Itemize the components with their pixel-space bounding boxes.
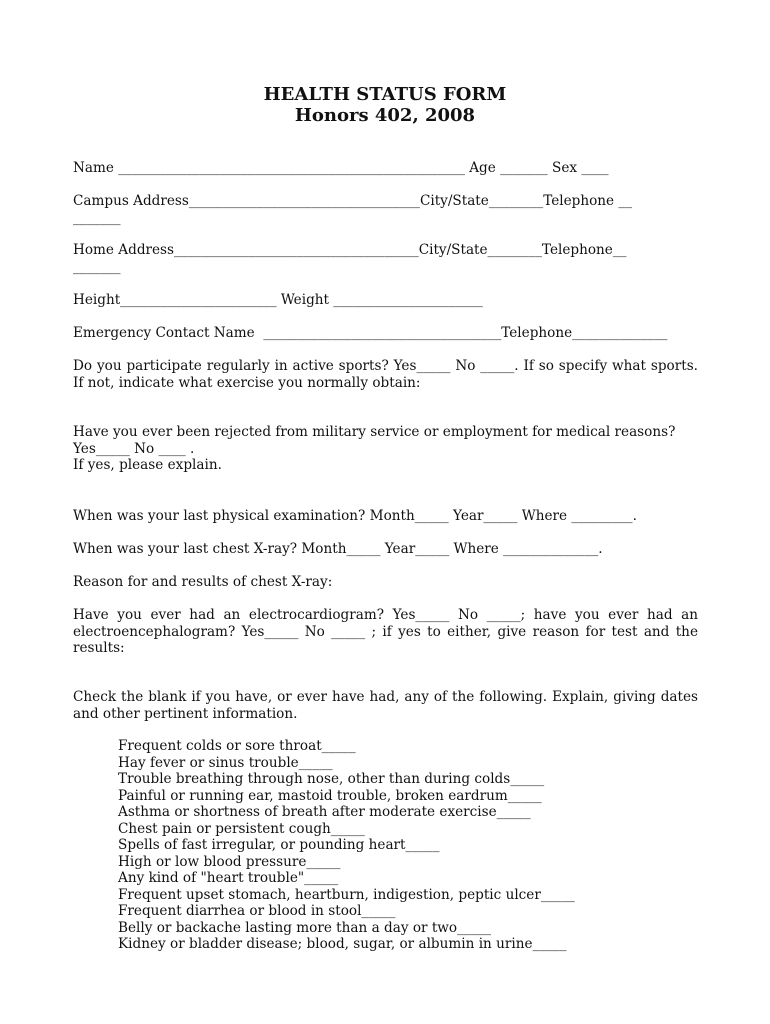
conditions-list xyxy=(118,738,575,953)
home-telephone-continuation[interactable]: _______ xyxy=(73,259,121,275)
form-header xyxy=(0,84,770,126)
list-item[interactable]: High or low blood pressure_____ xyxy=(118,853,341,870)
military-question: Have you ever been rejected from military service or employment for medical reasons? xyxy=(73,424,676,440)
name-age-sex-line[interactable]: Name ___________________________________________________ Age _______ Sex ____ xyxy=(73,160,609,176)
height-weight-line[interactable]: Height_______________________ Weight ______________________ xyxy=(73,292,483,308)
form-subtitle: Honors 402, 2008 xyxy=(294,105,476,126)
form-title: HEALTH STATUS FORM xyxy=(263,84,507,105)
list-item[interactable]: Asthma or shortness of breath after moderate exercise_____ xyxy=(118,804,531,820)
physical-exam-question[interactable]: When was your last physical examination? Month_____ Year_____ Where _________. xyxy=(73,508,637,524)
list-item[interactable]: Hay fever or sinus trouble_____ xyxy=(118,754,333,771)
list-item[interactable]: Spells of fast irregular, or pounding heart_____ xyxy=(118,837,440,853)
xray-reason-question: Reason for and results of chest X-ray: xyxy=(73,574,333,590)
home-address-line[interactable]: Home Address____________________________________City/State________Telephone__ xyxy=(73,242,627,258)
list-item[interactable]: Frequent diarrhea or blood in stool_____ xyxy=(118,903,396,919)
sports-question: Do you participate regularly in active sports? Yes_____ No _____. If so specify what sports. If not, indicate what exercise you normally obtain: xyxy=(73,358,698,391)
emergency-contact-line[interactable]: Emergency Contact Name ___________________________________Telephone______________ xyxy=(73,325,668,341)
list-item[interactable]: Kidney or bladder disease; blood, sugar, or albumin in urine_____ xyxy=(118,936,567,952)
campus-telephone-continuation[interactable]: _______ xyxy=(73,210,121,226)
list-item[interactable]: Frequent upset stomach, heartburn, indigestion, peptic ulcer_____ xyxy=(118,886,575,903)
military-yes-no[interactable]: Yes_____ No ____ . xyxy=(73,441,195,457)
list-item[interactable]: Chest pain or persistent cough_____ xyxy=(118,820,365,837)
list-item[interactable]: Belly or backache lasting more than a day or two_____ xyxy=(118,919,492,936)
list-item[interactable]: Frequent colds or sore throat_____ xyxy=(118,738,356,754)
list-item[interactable]: Any kind of "heart trouble"_____ xyxy=(118,870,339,886)
military-explain: If yes, please explain. xyxy=(73,457,222,473)
list-item[interactable]: Trouble breathing through nose, other than during colds_____ xyxy=(118,771,545,787)
list-item[interactable]: Painful or running ear, mastoid trouble, broken eardrum_____ xyxy=(118,787,542,804)
campus-address-line[interactable]: Campus Address__________________________________City/State________Telephone __ xyxy=(73,193,632,209)
ecg-eeg-question: Have you ever had an electrocardiogram? Yes_____ No _____; have you ever had an electroencephalogram? Yes_____ No _____ ; if yes to either, give reason for test and the results: xyxy=(73,607,698,656)
chest-xray-question[interactable]: When was your last chest X-ray? Month_____ Year_____ Where ______________. xyxy=(73,541,603,557)
check-intro: Check the blank if you have, or ever have had, any of the following. Explain, giving dates and other pertinent information. xyxy=(73,689,698,722)
